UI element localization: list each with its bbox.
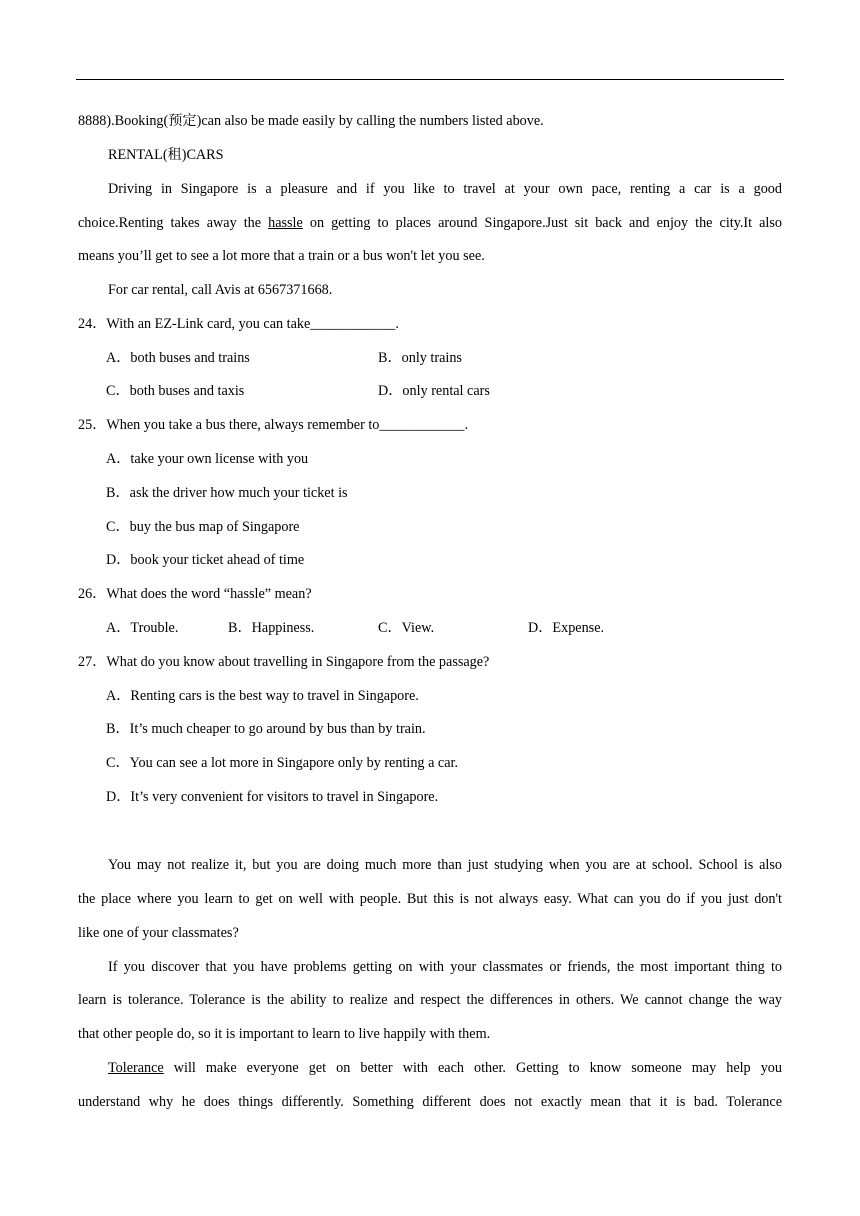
passage-text: on getting to places around Singapore.Just sit back and enjoy the city.It also [302,215,782,231]
option: C．both buses and taxis [106,383,245,399]
question-stem: 24．With an EZ-Link card, you can take____________. [78,316,399,332]
option: D．Expense. [528,620,605,636]
option: A．Renting cars is the best way to travel in Singapore. [106,688,419,704]
passage-line: learn is tolerance. Tolerance is the ability to realize and respect the differences in others. We cannot change the way [78,992,782,1008]
option: B．only trains [378,350,462,366]
passage-line: You may not realize it, but you are doing much more than just studying when you are at school. School is also [108,857,782,873]
option: C．buy the bus map of Singapore [106,519,300,535]
passage-line: If you discover that you have problems getting on with your classmates or friends, the most important thing to [108,959,782,975]
header-rule [76,79,784,80]
question-stem: 27．What do you know about travelling in Singapore from the passage? [78,654,490,670]
option: D．It’s very convenient for visitors to travel in Singapore. [106,789,439,805]
option: D．book your ticket ahead of time [106,552,305,568]
option: A．take your own license with you [106,451,309,467]
option: B．It’s much cheaper to go around by bus than by train. [106,721,426,737]
passage-line: Driving in Singapore is a pleasure and if you like to travel at your own pace, renting a car is a good [108,181,782,197]
passage-text: choice.Renting takes away the [78,215,269,231]
option: A．Trouble. [106,620,179,636]
passage-line: For car rental, call Avis at 6567371668. [108,282,333,298]
passage-line [78,214,782,232]
question-stem: 25．When you take a bus there, always remember to____________. [78,417,469,433]
passage-line [108,1059,782,1077]
underlined-word: hassle [268,215,303,231]
passage-line: 8888).Booking(预定)can also be made easily by calling the numbers listed above. [78,113,544,129]
question-stem: 26．What does the word “hassle” mean? [78,586,312,602]
passage-line: the place where you learn to get on well with people. But this is not always easy. What can you do if you just don't [78,891,782,907]
option: B．ask the driver how much your ticket is [106,485,348,501]
section-heading: RENTAL(租)CARS [108,147,224,163]
passage-line: understand why he does things differently. Something different does not exactly mean that it is bad. Tolerance [78,1094,782,1110]
option: A．both buses and trains [106,350,250,366]
option: C．View. [378,620,435,636]
passage-line: that other people do, so it is important to learn to live happily with them. [78,1026,491,1042]
option: B．Happiness. [228,620,315,636]
underlined-word: Tolerance [108,1060,164,1076]
passage-line: means you’ll get to see a lot more that a train or a bus won't let you see. [78,248,485,264]
option: C．You can see a lot more in Singapore only by renting a car. [106,755,458,771]
passage-text: will make everyone get on better with each other. Getting to know someone may help you [163,1060,782,1076]
option: D．only rental cars [378,383,490,399]
passage-line: like one of your classmates? [78,925,239,941]
